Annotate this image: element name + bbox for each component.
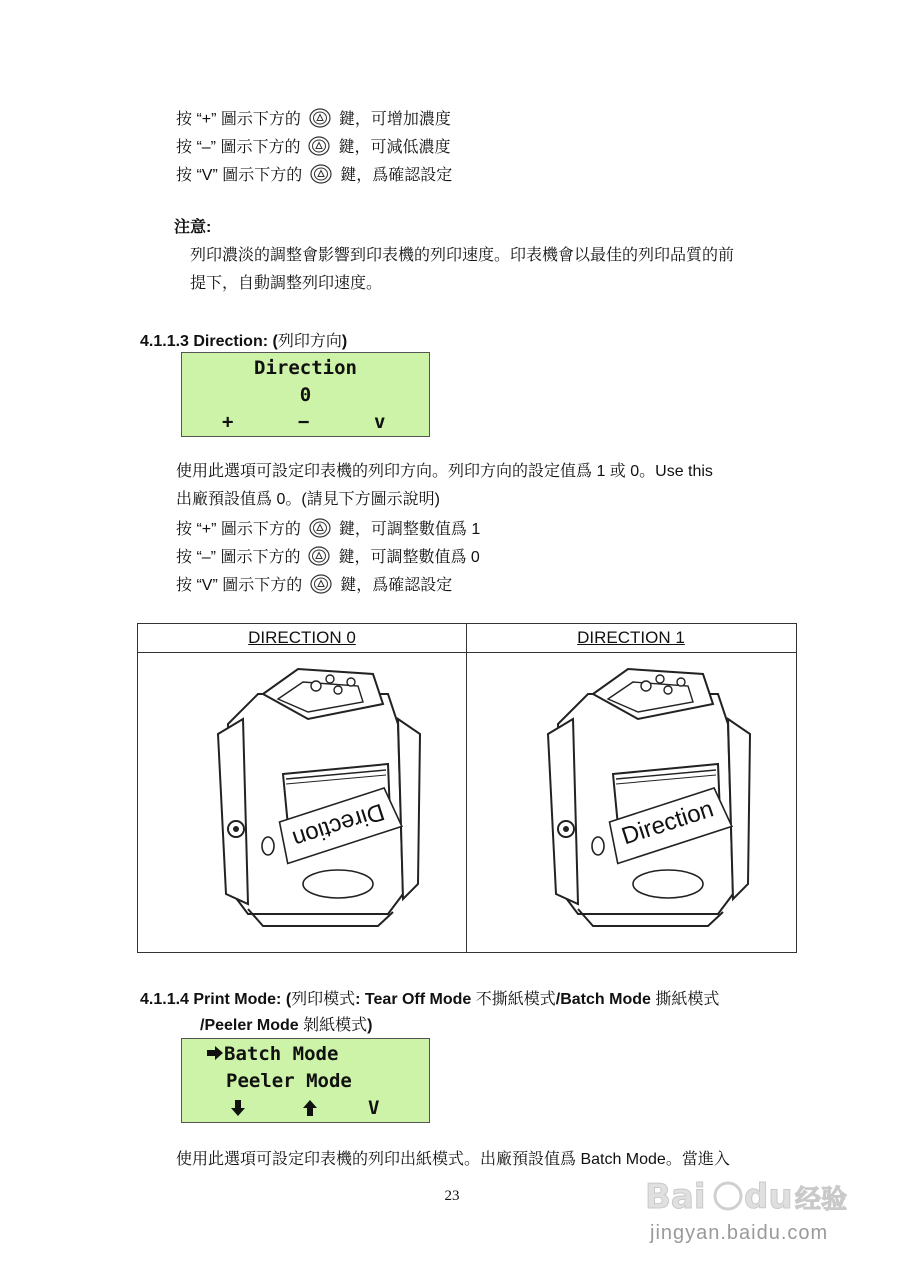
watermark-url: jingyan.baidu.com (650, 1222, 829, 1244)
heading-part: 不撕紙模式 (475, 991, 556, 1008)
lcd-value: 0 (299, 384, 312, 406)
printer-direction-0-illustration (188, 664, 428, 934)
direction-line-plus: 按 “+” 圖示下方的 鍵，可調整數值爲 1 (176, 518, 480, 540)
note-label: 注意: (174, 219, 212, 236)
density-line-plus: 按 “+” 圖示下方的 鍵，可增加濃度 (176, 108, 451, 130)
key-button-icon (310, 164, 332, 184)
paper-label-direction-1: Direction (618, 795, 717, 851)
lcd-batch-mode: Batch Mode (224, 1043, 339, 1065)
lcd-minus-label: − (298, 411, 310, 433)
density-line-minus: 按 “–” 圖示下方的 鍵，可減低濃度 (176, 136, 450, 158)
heading-part: /Batch Mode (555, 991, 656, 1008)
table-header-divider (138, 652, 796, 653)
paper-label-direction-0: Direction (289, 797, 388, 853)
direction-desc-line2: 出廠預設值爲 0。(請見下方圖示說明) (176, 491, 441, 508)
arrow-down-icon (230, 1099, 246, 1117)
svg-text:du: du (744, 1177, 793, 1217)
print-mode-desc: 使用此選項可設定印表機的列印出紙模式。出廠預設值爲 Batch Mode。當進入 (176, 1151, 730, 1168)
heading-part: /Peeler Mode (200, 1017, 304, 1034)
heading-part: 剝紙模式 (303, 1017, 368, 1034)
heading-part: 列印模式 (291, 991, 356, 1008)
svg-text:Bai: Bai (645, 1177, 706, 1217)
arrow-up-icon (302, 1099, 318, 1117)
arrow-right-icon (206, 1045, 224, 1061)
direction-comparison-table (137, 623, 797, 953)
lcd-title: Direction (254, 357, 357, 379)
page-number: 23 (444, 1188, 460, 1204)
lcd-peeler-mode: Peeler Mode (226, 1070, 352, 1092)
key-button-icon (309, 518, 331, 538)
lcd-v-label: v (374, 411, 386, 433)
table-header-direction-0: DIRECTION 0 (248, 628, 356, 647)
note-text-line2: 提下，自動調整列印速度。 (190, 275, 383, 292)
section-heading-print-mode-cont (200, 1012, 373, 1035)
lcd-direction-display (181, 352, 430, 437)
heading-part: 撕紙模式 (655, 991, 720, 1008)
lcd-print-mode-display (181, 1038, 430, 1123)
heading-part: ) (367, 1017, 373, 1034)
density-line-v: 按 “V” 圖示下方的 鍵，爲確認設定 (176, 164, 452, 186)
heading-part: 4.1.1.4 Print Mode: ( (140, 991, 292, 1008)
heading-part: : Tear Off Mode (355, 991, 476, 1008)
direction-line-v: 按 “V” 圖示下方的 鍵，爲確認設定 (176, 574, 452, 596)
key-button-icon (309, 108, 331, 128)
key-button-icon (310, 574, 332, 594)
table-column-divider (466, 624, 467, 952)
key-button-icon (308, 546, 330, 566)
direction-desc-line1: 使用此選項可設定印表機的列印方向。列印方向的設定值爲 1 或 0。Use this (176, 463, 713, 480)
lcd-v-label: V (368, 1097, 380, 1119)
direction-line-minus: 按 “–” 圖示下方的 鍵，可調整數值爲 0 (176, 546, 480, 568)
key-button-icon (308, 136, 330, 156)
note-text-line1: 列印濃淡的調整會影響到印表機的列印速度。印表機會以最佳的列印品質的前 (190, 247, 735, 264)
section-heading-print-mode (140, 986, 719, 1009)
section-heading-direction: 4.1.1.3 Direction: (列印方向) (140, 333, 348, 350)
table-header-direction-1: DIRECTION 1 (577, 628, 685, 647)
printer-direction-1-illustration (518, 664, 758, 934)
lcd-plus-label: + (222, 411, 234, 433)
svg-text:经验: 经验 (795, 1185, 848, 1215)
